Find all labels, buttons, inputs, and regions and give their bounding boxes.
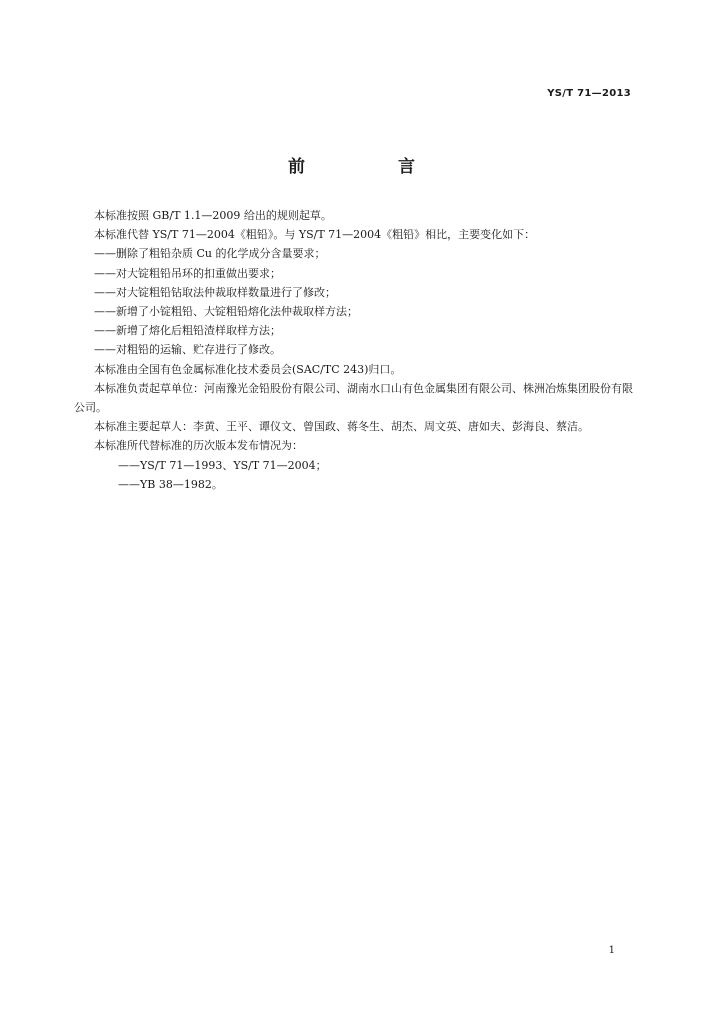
change-item: ——对粗铅的运输、贮存进行了修改。 (94, 343, 281, 357)
change-item: ——新增了小锭粗铅、大锭粗铅熔化法仲裁取样方法； (94, 305, 358, 319)
change-item: ——新增了熔化后粗铅渣样取样方法； (94, 324, 281, 338)
paragraph-committee: 本标准由全国有色金属标准化技术委员会(SAC/TC 243)归口。 (94, 362, 402, 376)
page-title: 前 言 (288, 157, 453, 177)
foreword-body (74, 206, 634, 494)
history-item: ——YS/T 71—1993、YS/T 71—2004； (118, 458, 327, 472)
change-item: ——删除了粗铅杂质 Cu 的化学成分含量要求； (94, 247, 326, 261)
paragraph-drafting-units: 本标准负责起草单位：河南豫光金铅股份有限公司、湖南水口山有色金属集团有限公司、株洲冶炼集团股份有限公司。 (74, 381, 633, 415)
paragraph-drafters: 本标准主要起草人：李黄、王平、谭仪文、曾国政、蒋冬生、胡杰、周文英、唐如夫、彭海良、蔡洁。 (94, 420, 589, 434)
paragraph-history: 本标准所代替标准的历次版本发布情况为： (94, 439, 303, 453)
paragraph-drafting-rules: 本标准按照 GB/T 1.1—2009 给出的规则起草。 (94, 209, 332, 222)
history-item: ——YB 38—1982。 (118, 477, 223, 491)
change-item: ——对大锭粗铅吊环的扣重做出要求； (94, 266, 281, 280)
paragraph-replaces: 本标准代替 YS/T 71—2004《粗铅》。与 YS/T 71—2004《粗铅》相比，主要变化如下： (94, 228, 536, 242)
page-number: 1 (608, 945, 615, 956)
change-item: ——对大锭粗铅钻取法仲裁取样数量进行了修改； (94, 285, 336, 299)
standard-code: YS/T 71—2013 (547, 88, 631, 99)
